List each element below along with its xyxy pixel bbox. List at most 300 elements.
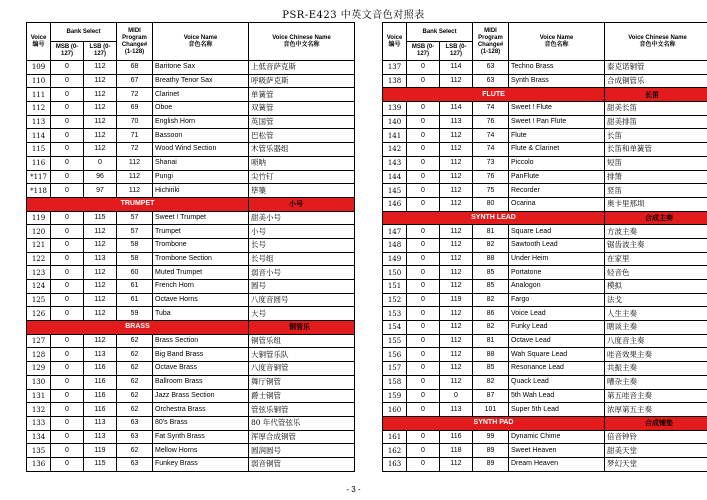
lsb-value: 112 [440,307,473,321]
program-change: 88 [473,348,509,362]
voice-chinese-name: 人生主奏 [605,307,707,321]
voice-number: 149 [383,252,407,266]
lsb-value: 112 [440,238,473,252]
voice-number: 110 [27,74,51,88]
lsb-value: 113 [440,115,473,129]
table-row [383,430,707,444]
voice-name: Octave Horns [153,293,249,307]
table-row [383,225,707,239]
table-row [383,444,707,458]
voice-name: Recorder [509,184,605,198]
category-row [383,211,707,225]
voice-table-right [382,22,707,472]
table-row [383,74,707,88]
voice-name: Clarinet [153,88,249,102]
msb-value: 0 [407,102,440,116]
program-change: 72 [117,88,153,102]
voice-chinese-name: 浑厚合成铜管 [249,430,355,444]
voice-chinese-name: 巴松管 [249,129,355,143]
voice-number: 116 [27,156,51,170]
msb-value: 0 [51,430,84,444]
voice-name: Trombone Section [153,252,249,266]
table-row [27,238,355,252]
voice-chinese-name: 在家里 [605,252,707,266]
voice-number: 122 [27,252,51,266]
table-row [383,321,707,335]
lsb-value: 112 [440,321,473,335]
table-row [27,252,355,266]
voice-number: 124 [27,280,51,294]
program-change: 85 [473,266,509,280]
program-change: 112 [117,156,153,170]
voice-number: 129 [27,362,51,376]
table-row [383,170,707,184]
msb-value: 0 [51,88,84,102]
voice-chinese-name: 甜美排笛 [605,115,707,129]
table-row [27,348,355,362]
voice-number: 160 [383,403,407,417]
voice-number: 112 [27,102,51,116]
msb-value: 0 [407,61,440,75]
voice-name: Square Lead [509,225,605,239]
voice-number: 128 [27,348,51,362]
msb-value: 0 [407,444,440,458]
voice-name: Fat Synth Brass [153,430,249,444]
table-row [383,184,707,198]
lsb-value: 112 [84,102,117,116]
voice-chinese-name: 甜美长笛 [605,102,707,116]
voice-chinese-name: 圆号 [249,280,355,294]
msb-value: 0 [407,362,440,376]
voice-name: Sweet ! Flute [509,102,605,116]
voice-name: Sweet ! Pan Flute [509,115,605,129]
msb-value: 0 [407,266,440,280]
msb-value: 0 [407,115,440,129]
program-change: 62 [117,444,153,458]
program-change: 80 [473,197,509,211]
program-change: 72 [117,143,153,157]
table-row [383,293,707,307]
voice-number: 161 [383,430,407,444]
voice-chinese-name: 爵士铜管 [249,389,355,403]
msb-value: 0 [407,348,440,362]
msb-value: 0 [407,321,440,335]
voice-chinese-name: 铜管乐组 [249,334,355,348]
program-change: 63 [473,61,509,75]
lsb-value: 0 [440,389,473,403]
table-row [383,334,707,348]
lsb-value: 112 [84,115,117,129]
voice-name: 80's Brass [153,416,249,430]
header-voice-chinese-name: Voice Chinese Name 音色中文名称 [249,23,355,61]
msb-value: 0 [51,74,84,88]
voice-number: 130 [27,375,51,389]
voice-chinese-name: 方波主奏 [605,225,707,239]
program-change: 74 [473,143,509,157]
table-row [383,266,707,280]
header-msb: MSB (0-127) [407,42,440,61]
lsb-value: 112 [440,170,473,184]
program-change: 57 [117,211,153,225]
program-change: 63 [117,457,153,471]
voice-number: 146 [383,197,407,211]
voice-name: Muted Trumpet [153,266,249,280]
program-change: 99 [473,430,509,444]
voice-name: Funky Lead [509,321,605,335]
program-change: 88 [473,252,509,266]
category-label-zh: 合成主奏 [605,211,707,225]
voice-chinese-name: 八度音圆号 [249,293,355,307]
voice-number: 115 [27,143,51,157]
msb-value: 0 [51,403,84,417]
table-row [383,389,707,403]
msb-value: 0 [407,170,440,184]
program-change: 57 [117,225,153,239]
voice-number: 147 [383,225,407,239]
msb-value: 0 [51,457,84,471]
table-row [383,197,707,211]
voice-number: 109 [27,61,51,75]
voice-chinese-name: 舞厅铜管 [249,375,355,389]
voice-name: Baritone Sax [153,61,249,75]
voice-chinese-name: 八度音主奏 [605,334,707,348]
voice-number: 134 [27,430,51,444]
category-label: SYNTH PAD [383,416,605,430]
table-row [383,115,707,129]
table-row [27,416,355,430]
category-label-zh: 长笛 [605,88,707,102]
program-change: 63 [117,430,153,444]
msb-value: 0 [407,457,440,471]
voice-chinese-name: 八度音铜管 [249,362,355,376]
program-change: 62 [117,403,153,417]
voice-number: 113 [27,115,51,129]
voice-name: Super 5th Lead [509,403,605,417]
table-row [27,129,355,143]
table-row [27,403,355,417]
page-title: PSR-E423 中英文音色对照表 [282,10,425,21]
lsb-value: 112 [440,348,473,362]
table-row [383,61,707,75]
voice-name: Jazz Brass Section [153,389,249,403]
voice-chinese-name: 木管乐器组 [249,143,355,157]
msb-value: 0 [51,375,84,389]
table-row [27,102,355,116]
table-row [27,143,355,157]
msb-value: 0 [51,211,84,225]
voice-name: 5th Wah Lead [509,389,605,403]
voice-number: 141 [383,129,407,143]
header-bank-select: Bank Select [407,23,473,42]
voice-number: 158 [383,375,407,389]
lsb-value: 113 [84,430,117,444]
voice-name: Mellow Horns [153,444,249,458]
voice-number: 152 [383,293,407,307]
voice-number: 131 [27,389,51,403]
lsb-value: 115 [84,457,117,471]
table-row [27,184,355,198]
table-row [27,280,355,294]
voice-name: PanFlute [509,170,605,184]
lsb-value: 112 [84,280,117,294]
lsb-value: 112 [84,74,117,88]
voice-number: 150 [383,266,407,280]
voice-name: Sweet Heaven [509,444,605,458]
header-voice-no: Voice 编号 [27,23,51,61]
table-row [27,375,355,389]
voice-chinese-name: 筚篥 [249,184,355,198]
voice-chinese-name: 80 年代管弦乐 [249,416,355,430]
voice-number: 142 [383,143,407,157]
msb-value: 0 [407,74,440,88]
table-row [27,74,355,88]
voice-chinese-name: 唢呐 [249,156,355,170]
lsb-value: 112 [440,129,473,143]
voice-name: Sweet ! Trumpet [153,211,249,225]
header-bank-select: Bank Select [51,23,117,42]
msb-value: 0 [407,430,440,444]
voice-chinese-name: 大号 [249,307,355,321]
lsb-value: 112 [440,362,473,376]
lsb-value: 112 [440,74,473,88]
table-row [27,225,355,239]
header-voice-no: Voice 编号 [383,23,407,61]
program-change: 81 [473,334,509,348]
msb-value: 0 [407,293,440,307]
table-row [383,143,707,157]
msb-value: 0 [407,184,440,198]
voice-chinese-name: 梦幻天堂 [605,457,707,471]
voice-name: Funkey Brass [153,457,249,471]
program-change: 71 [117,129,153,143]
voice-chinese-name: 呼吸萨克斯 [249,74,355,88]
msb-value: 0 [51,293,84,307]
lsb-value: 112 [84,238,117,252]
lsb-value: 112 [84,129,117,143]
msb-value: 0 [407,334,440,348]
program-change: 86 [473,307,509,321]
program-change: 82 [473,238,509,252]
voice-number: 157 [383,362,407,376]
table-row [383,252,707,266]
voice-number: 111 [27,88,51,102]
msb-value: 0 [51,266,84,280]
table-row [27,389,355,403]
voice-name: Octave Lead [509,334,605,348]
voice-name: Sawtooth Lead [509,238,605,252]
lsb-value: 119 [440,293,473,307]
voice-number: 132 [27,403,51,417]
voice-name: Flute [509,129,605,143]
voice-chinese-name: 轻音色 [605,266,707,280]
program-change: 63 [473,74,509,88]
lsb-value: 97 [84,184,117,198]
voice-chinese-name: 长笛和单簧管 [605,143,707,157]
lsb-value: 112 [440,197,473,211]
table-row [27,156,355,170]
category-label-zh: 铜管乐 [249,321,355,335]
lsb-value: 112 [440,225,473,239]
msb-value: 0 [51,156,84,170]
voice-name: Trombone [153,238,249,252]
voice-chinese-name: 上低音萨克斯 [249,61,355,75]
msb-value: 0 [407,143,440,157]
lsb-value: 116 [84,362,117,376]
table-row [383,348,707,362]
program-change: 62 [117,348,153,362]
msb-value: 0 [51,307,84,321]
program-change: 89 [473,457,509,471]
header-voice-chinese-name: Voice Chinese Name 音色中文名称 [605,23,707,61]
table-row [383,362,707,376]
voice-name: Ocarina [509,197,605,211]
voice-number: 119 [27,211,51,225]
voice-chinese-name: 甜美小号 [249,211,355,225]
lsb-value: 112 [440,375,473,389]
program-change: 82 [473,375,509,389]
lsb-value: 112 [84,307,117,321]
voice-name: Brass Section [153,334,249,348]
voice-name: Orchestra Brass [153,403,249,417]
program-change: 73 [473,156,509,170]
msb-value: 0 [51,102,84,116]
lsb-value: 112 [440,184,473,198]
program-change: 81 [473,225,509,239]
program-change: 69 [117,102,153,116]
program-change: 89 [473,444,509,458]
msb-value: 0 [51,444,84,458]
program-change: 112 [117,170,153,184]
header-voice-name: Voice Name 音色名称 [153,23,249,61]
voice-chinese-name: 长号 [249,238,355,252]
table-row [27,430,355,444]
voice-number: 139 [383,102,407,116]
voice-chinese-name: 管弦乐铜管 [249,403,355,417]
voice-name: Under Heim [509,252,605,266]
voice-number: 155 [383,334,407,348]
program-change: 75 [473,184,509,198]
voice-chinese-name: 奥卡里那埙 [605,197,707,211]
voice-number: 121 [27,238,51,252]
table-row [383,238,707,252]
table-row [383,156,707,170]
category-label: BRASS [27,321,249,335]
voice-chinese-name: 英国管 [249,115,355,129]
voice-chinese-name: 甜美天堂 [605,444,707,458]
voice-name: French Horn [153,280,249,294]
program-change: 82 [473,293,509,307]
table-row [27,88,355,102]
voice-number: 127 [27,334,51,348]
msb-value: 0 [407,375,440,389]
category-label: TRUMPET [27,197,249,211]
voice-chinese-name: 倍音钟铃 [605,430,707,444]
voice-name: Quack Lead [509,375,605,389]
voice-chinese-name: 嘈杂主奏 [605,375,707,389]
voice-number: *117 [27,170,51,184]
page-number: - 3 - [346,485,361,494]
lsb-value: 116 [84,389,117,403]
lsb-value: 113 [84,348,117,362]
msb-value: 0 [51,416,84,430]
lsb-value: 112 [440,280,473,294]
voice-name: Oboe [153,102,249,116]
voice-number: 138 [383,74,407,88]
voice-name: English Horn [153,115,249,129]
lsb-value: 0 [84,156,117,170]
voice-number: 123 [27,266,51,280]
table-row [27,457,355,471]
voice-number: 156 [383,348,407,362]
category-row [383,88,707,102]
lsb-value: 112 [84,293,117,307]
lsb-value: 114 [440,61,473,75]
voice-chinese-name: 大铜管乐队 [249,348,355,362]
lsb-value: 118 [440,444,473,458]
voice-number: 143 [383,156,407,170]
voice-number: 140 [383,115,407,129]
msb-value: 0 [407,280,440,294]
voice-name: Dynamic Chime [509,430,605,444]
table-row [27,293,355,307]
lsb-value: 114 [440,102,473,116]
voice-chinese-name: 瞎谈主奏 [605,321,707,335]
voice-number: 114 [27,129,51,143]
voice-chinese-name: 哇音效果主奏 [605,348,707,362]
voice-chinese-name: 双簧管 [249,102,355,116]
lsb-value: 112 [84,334,117,348]
program-change: 62 [117,375,153,389]
msb-value: 0 [407,307,440,321]
lsb-value: 112 [440,266,473,280]
header-midi-program: MIDI Program Change# (1-128) [117,23,153,61]
program-change: 82 [473,321,509,335]
voice-number: 135 [27,444,51,458]
msb-value: 0 [51,238,84,252]
lsb-value: 113 [84,252,117,266]
voice-name: Flute & Clarinet [509,143,605,157]
table-row [27,211,355,225]
msb-value: 0 [407,129,440,143]
lsb-value: 113 [84,416,117,430]
category-label: FLUTE [383,88,605,102]
msb-value: 0 [51,348,84,362]
category-label: SYNTH LEAD [383,211,605,225]
program-change: 87 [473,389,509,403]
voice-number: 126 [27,307,51,321]
program-change: 68 [117,61,153,75]
lsb-value: 96 [84,170,117,184]
table-row [27,266,355,280]
voice-name: Wood Wind Section [153,143,249,157]
table-row [27,170,355,184]
msb-value: 0 [51,225,84,239]
voice-name: Portatone [509,266,605,280]
voice-name: Wah Square Lead [509,348,605,362]
msb-value: 0 [51,184,84,198]
voice-name: Synth Brass [509,74,605,88]
table-row [383,102,707,116]
table-row [383,129,707,143]
header-msb: MSB (0-127) [51,42,84,61]
msb-value: 0 [51,252,84,266]
voice-chinese-name: 圆润圆号 [249,444,355,458]
msb-value: 0 [51,334,84,348]
table-row [383,280,707,294]
program-change: 58 [117,252,153,266]
program-change: 60 [117,266,153,280]
lsb-value: 116 [440,430,473,444]
